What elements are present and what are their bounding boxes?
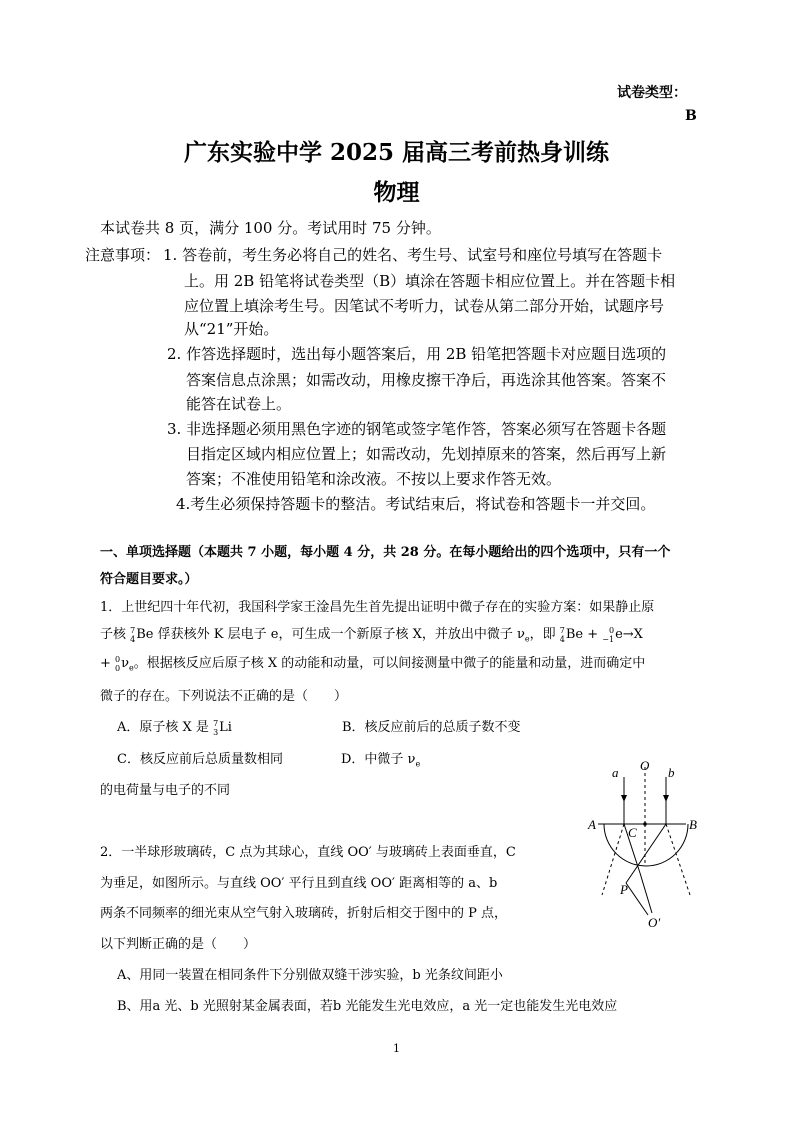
be-nuclide-numbers: 7 4 xyxy=(130,625,136,644)
q2-option-b: B、用a 光、b 光照射某金属表面，若b 光能发生光电效应，a 光一定也能发生光电效应 xyxy=(117,999,618,1014)
electron-numbers: 0 −1 xyxy=(602,625,615,644)
arrow-b xyxy=(663,795,669,802)
note-1-line-4: 从“21”开始。 xyxy=(184,320,279,338)
q1-line-2-ji: ，即 xyxy=(529,627,556,642)
q1-option-d: D．中微子 $\nu_e$ xyxy=(341,752,421,769)
section-heading-line-1: 一、单项选择题（本题共 7 小题，每小题 4 分，共 28 分。在每小题给出的四个选项中，只有一个 xyxy=(100,545,671,560)
li-numbers: 7 3 xyxy=(213,718,219,737)
electron-symbol: e xyxy=(615,627,623,642)
page-number: 1 xyxy=(393,1042,400,1055)
note-1-line-2: 上。用 2B 铅笔将试卷类型（B）填涂在答题卡相应位置上。并在答题卡相 xyxy=(184,272,676,290)
notes-label: 注意事项： xyxy=(85,246,161,264)
nu-subscript-2: e xyxy=(129,663,134,673)
note-1-line-3: 应位置上填涂考生号。因笔试不考听力，试卷从第二部分开始，试题序号 xyxy=(184,297,665,315)
paper-type-value: B xyxy=(685,108,697,124)
plus-sign: + xyxy=(100,656,111,671)
label-A: A xyxy=(588,817,596,832)
q1-line-4: 微子的存在。下列说法不正确的是（ ） xyxy=(100,689,348,704)
note-3-line-3: 答案；不准使用铅笔和涂改液。不按以上要求作答无效。 xyxy=(186,470,562,488)
q1-line-2-start: 子核 xyxy=(100,627,127,642)
page-title: 广东实验中学 2025 届高三考前热身训练 xyxy=(183,139,610,166)
note-2-line-1: 2. 作答选择题时，选出每小题答案后，用 2B 铅笔把答题卡对应题目选项的 xyxy=(167,345,667,363)
label-b: b xyxy=(668,765,675,780)
label-a: a xyxy=(612,765,619,780)
q1-option-b: B．核反应前后的总质子数不变 xyxy=(342,720,521,735)
paper-type-label: 试卷类型： xyxy=(617,85,687,101)
hemisphere-glass-diagram xyxy=(586,755,706,930)
intro-text: 本试卷共 8 页，满分 100 分。考试用时 75 分钟。 xyxy=(100,219,441,237)
label-O-prime: O′ xyxy=(648,915,661,930)
q1-line-2-middle: 俘获核外 K 层电子 e，可生成一个新原子核 X，并放出中微子 ν xyxy=(157,627,525,642)
q2-line-1: 2．一半球形玻璃砖，C 点为其球心，直线 OO′ 与玻璃砖上表面垂直，C xyxy=(100,845,516,860)
note-3-line-2: 目指定区域内相应位置上；如需改动，先划掉原来的答案，然后再写上新 xyxy=(186,445,667,463)
q1-line-1: 1．上世纪四十年代初，我国科学家王淦昌先生首先提出证明中微子存在的实验方案：如果静止原 xyxy=(100,600,655,615)
note-3-line-1: 3. 非选择题必须用黑色字迹的钢笔或签字笔作答，答案必须写在答题卡各题 xyxy=(167,420,667,438)
label-C: C xyxy=(628,825,637,840)
arrow-a xyxy=(621,795,627,802)
q2-option-a: A、用同一装置在相同条件下分别做双缝干涉实验，b 光条纹间距小 xyxy=(117,968,503,983)
subject-title: 物理 xyxy=(373,179,420,206)
center-point-c xyxy=(643,822,647,826)
note-4: 4.考生必须保持答题卡的整洁。考试结束后，将试卷和答题卡一并交回。 xyxy=(176,495,656,513)
q1-line-2: 子核 7 4 Be 俘获核外 K 层电子 e，可生成一个新原子核 X，并放出中微子 $\nu_e$，即 7 4 Be + 0 −1 e→X xyxy=(100,625,643,644)
label-O: O xyxy=(640,758,650,773)
q2-line-4: 以下判断正确的是（ ） xyxy=(100,937,257,952)
be-symbol-2: Be xyxy=(565,627,584,642)
q1-option-c: C．核反应前后总质量数相同 xyxy=(117,752,283,767)
section-heading-line-2: 符合题目要求。） xyxy=(100,572,198,587)
note-2-line-2: 答案信息点涂黑；如需改动，用橡皮擦干净后，再选涂其他答案。答案不 xyxy=(186,371,667,389)
q1-option-a: A．原子核 X 是 7 3 Li xyxy=(117,718,232,737)
note-1-line-1: 1. 答卷前，考生务必将自己的姓名、考生号、试室号和座位号填写在答题卡 xyxy=(163,246,663,264)
note-2-line-3: 能答在试卷上。 xyxy=(186,395,292,413)
nu-numbers: 0 0 xyxy=(115,654,121,673)
q1-line-3-text: 。根据核反应后原子核 X 的动能和动量，可以间接测量中微子的能量和动量，进而确定中 xyxy=(133,656,646,671)
be-nuclide-numbers-2: 7 4 xyxy=(559,625,565,644)
label-P: P xyxy=(620,882,628,897)
ray-out-2 xyxy=(640,873,652,913)
nu-symbol: ν xyxy=(121,656,130,671)
nu-subscript: e xyxy=(524,634,530,644)
li-symbol: Li xyxy=(219,720,232,735)
label-B: B xyxy=(689,817,697,832)
q1-option-d-cont: 的电荷量与电子的不同 xyxy=(100,783,231,798)
q2-line-2: 为垂足，如图所示。与直线 OO′ 平行且到直线 OO′ 距离相等的 a、b xyxy=(100,876,498,891)
q2-line-3: 两条不同频率的细光束从空气射入玻璃砖，折射后相交于图中的 P 点， xyxy=(100,906,508,921)
be-symbol: Be xyxy=(136,627,154,642)
reaction-arrow-x: →X xyxy=(622,627,643,642)
q1-line-3 xyxy=(100,652,645,673)
glass-hemisphere-arc xyxy=(604,824,688,866)
